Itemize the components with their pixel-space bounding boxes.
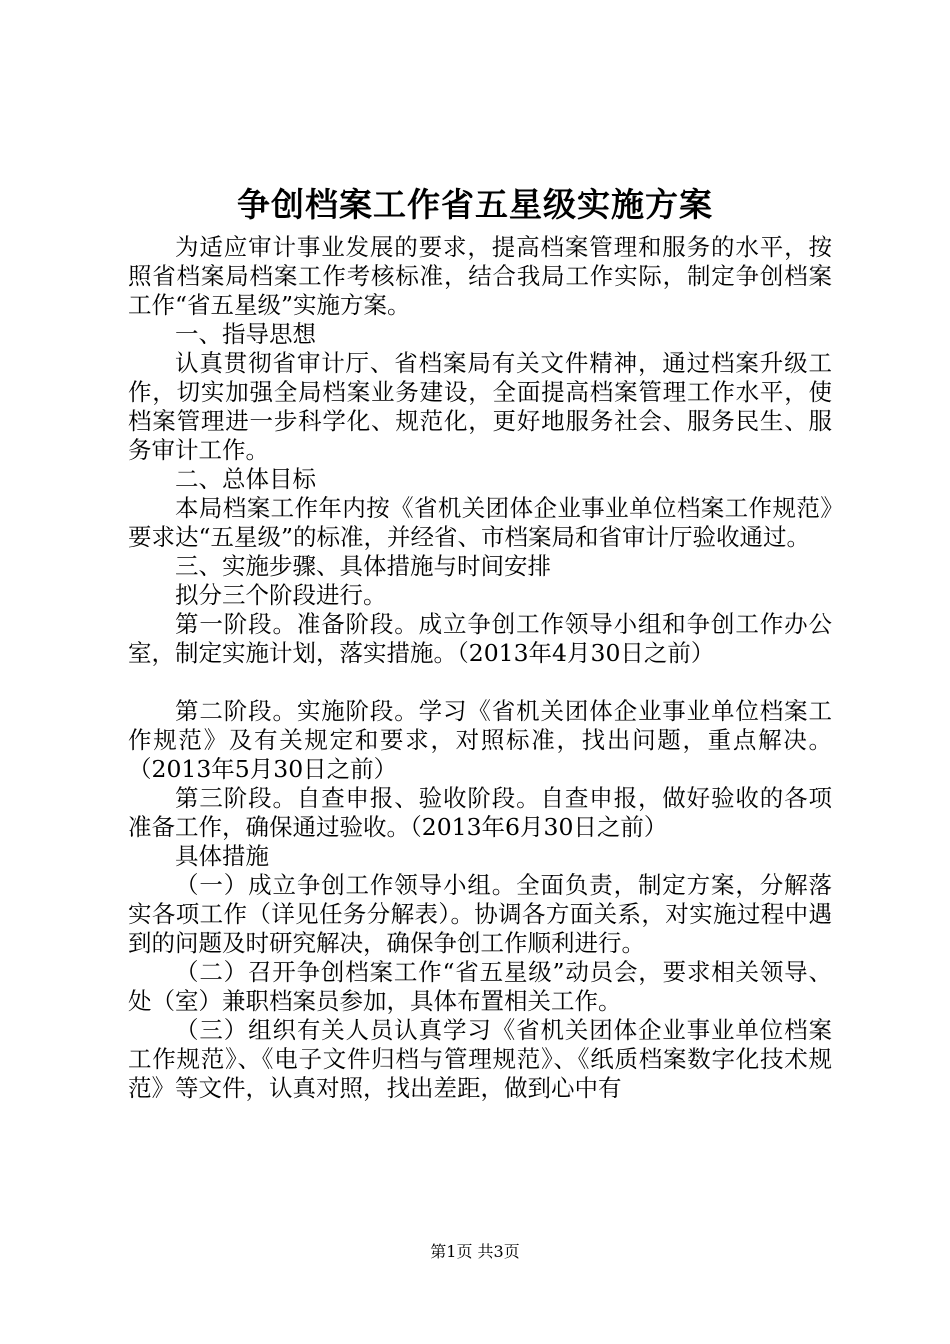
heading-implementation-steps: 三、实施步骤、具体措施与时间安排 <box>175 552 551 580</box>
paragraph-overall-goal: 本局档案工作年内按《省机关团体企业事业单位档案工作规范》要求达“五星级”的标准，并经省、市档案局和省审计厅验收通过。 <box>128 494 832 551</box>
paragraph-guiding-ideology: 认真贯彻省审计厅、省档案局有关文件精神，通过档案升级工作，切实加强全局档案业务建设，全面提高档案管理工作水平，使档案管理进一步科学化、规范化，更好地服务社会、服务民生、服务审计工作。 <box>128 349 832 464</box>
paragraph-stage-one: 第一阶段。准备阶段。成立争创工作领导小组和争创工作办公室，制定实施计划，落实措施。（2013年4月30日之前） <box>128 610 832 667</box>
paragraph-measure-three: （三）组织有关人员认真学习《省机关团体企业事业单位档案工作规范》、《电子文件归档与管理规范》、《纸质档案数字化技术规范》等文件，认真对照，找出差距，做到心中有 <box>128 1016 832 1102</box>
paragraph-measure-one: （一）成立争创工作领导小组。全面负责，制定方案，分解落实各项工作（详见任务分解表）。协调各方面关系，对实施过程中遇到的问题及时研究解决，确保争创工作顺利进行。 <box>128 871 832 957</box>
document-title: 争创档案工作省五星级实施方案 <box>237 185 713 224</box>
heading-guiding-ideology: 一、指导思想 <box>175 320 316 348</box>
paragraph-intro: 为适应审计事业发展的要求，提高档案管理和服务的水平，按照省档案局档案工作考核标准，结合我局工作实际，制定争创档案工作“省五星级”实施方案。 <box>128 233 832 319</box>
page-footer: 第1页 共3页 <box>430 1242 520 1261</box>
heading-specific-measures: 具体措施 <box>175 842 269 870</box>
document-body <box>128 233 832 1103</box>
paragraph-three-stages: 拟分三个阶段进行。 <box>175 581 387 609</box>
paragraph-stage-three: 第三阶段。自查申报、验收阶段。自查申报，做好验收的各项准备工作，确保通过验收。（2013年6月30日之前） <box>128 784 832 841</box>
paragraph-measure-two: （二）召开争创档案工作“省五星级”动员会，要求相关领导、处（室）兼职档案员参加，具体布置相关工作。 <box>128 958 832 1015</box>
paragraph-stage-two: 第二阶段。实施阶段。学习《省机关团体企业事业单位档案工作规范》及有关规定和要求，对照标准，找出问题，重点解决。（2013年5月30日之前） <box>128 697 832 783</box>
heading-overall-goal: 二、总体目标 <box>175 465 316 493</box>
